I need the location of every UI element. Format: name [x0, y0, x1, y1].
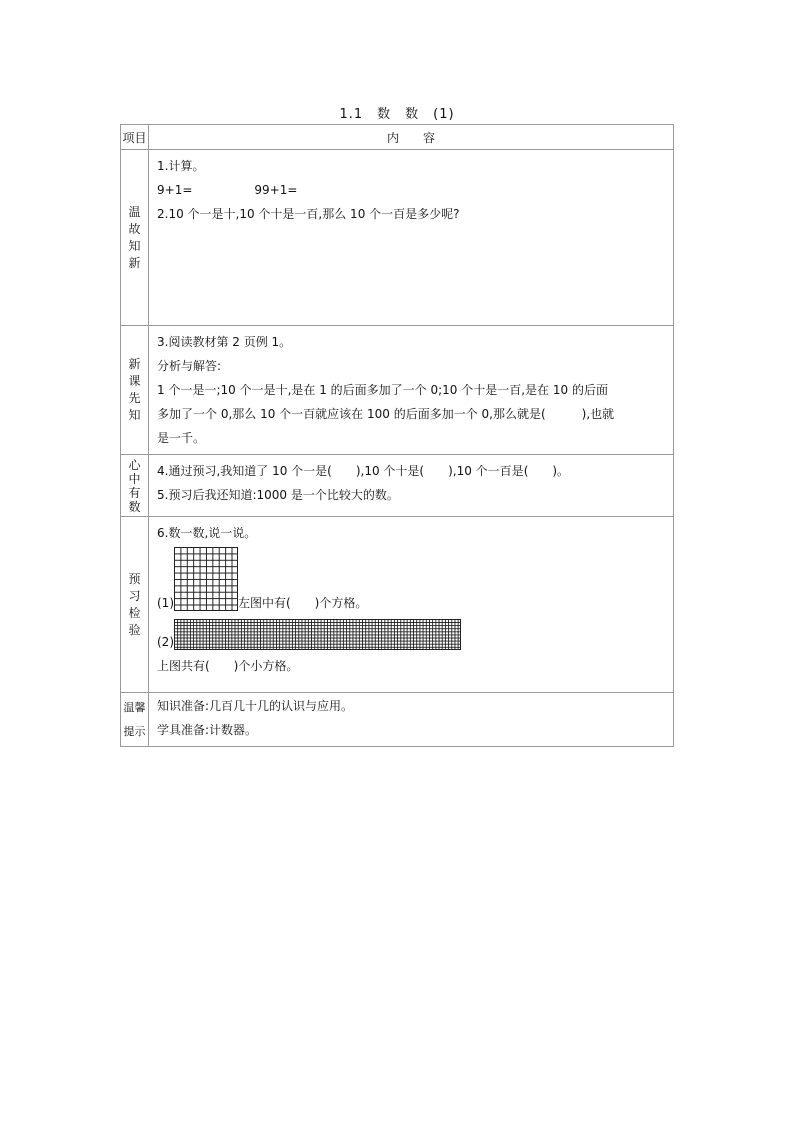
preview-line-1: 3.阅读教材第 2 页例 1。 — [157, 335, 292, 349]
review-content — [149, 150, 674, 326]
page-title: 1.1 数 数 (1) — [339, 107, 455, 122]
tips-line-1: 知识准备:几百几十几的认识与应用。 — [157, 699, 354, 713]
label-mind: 心 中 有 数 — [121, 455, 149, 517]
review-line-1: 1.计算。 — [157, 159, 205, 173]
header-content: 内 容 — [149, 125, 674, 150]
label-tips: 温馨 提示 — [121, 693, 149, 747]
grid-item-2: (2) — [157, 619, 667, 650]
check-line-final: 上图共有( )个小方格。 — [157, 659, 299, 673]
header-project: 项目 — [121, 125, 149, 150]
worksheet-table — [120, 124, 674, 747]
mind-line-2: 5.预习后我还知道:1000 是一个比较大的数。 — [157, 488, 399, 502]
tips-line-2: 学具准备:计数器。 — [157, 723, 258, 737]
review-line-2: 9+1= 99+1= — [157, 183, 298, 197]
preview-line-3: 1 个一是一;10 个一是十,是在 1 的后面多加了一个 0;10 个十是一百,是在 10 的后面 — [157, 383, 608, 397]
check-line-1: 6.数一数,说一说。 — [157, 526, 257, 540]
grid-item-1: (1) 左图中有( )个方格。 — [157, 547, 667, 611]
label-review: 温 故 知 新 — [121, 150, 149, 326]
preview-line-4: 多加了一个 0,那么 10 个一百就应该在 100 的后面多加一个 0,那么就是( ),也就 — [157, 407, 615, 421]
label-preview: 新 课 先 知 — [121, 326, 149, 455]
tips-content — [149, 693, 674, 747]
mind-content — [149, 455, 674, 517]
strip-grid-figure — [174, 619, 461, 650]
preview-content — [149, 326, 674, 455]
square-grid-figure — [174, 547, 238, 611]
mind-line-1: 4.通过预习,我知道了 10 个一是( ),10 个十是( ),10 个一百是( )。 — [157, 464, 570, 478]
preview-line-2: 分析与解答: — [157, 359, 222, 373]
label-check: 预 习 检 验 — [121, 517, 149, 693]
preview-line-5: 是一千。 — [157, 431, 206, 445]
review-line-3: 2.10 个一是十,10 个十是一百,那么 10 个一百是多少呢? — [157, 207, 460, 221]
check-content — [149, 517, 674, 693]
